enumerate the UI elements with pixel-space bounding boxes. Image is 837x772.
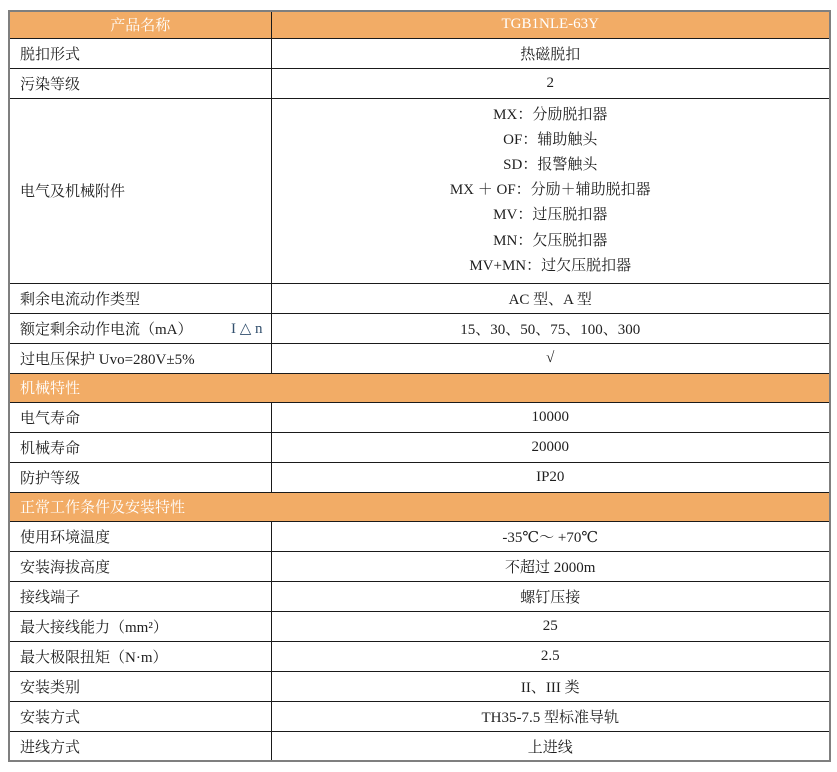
spec-value: TH35-7.5 型标准导轨 <box>271 701 830 731</box>
product-name-header: 产品名称 <box>9 11 271 38</box>
spec-label: 安装方式 <box>9 701 271 731</box>
spec-value: 上进线 <box>271 731 830 761</box>
spec-value-line: OF：辅助触头 <box>503 131 598 148</box>
table-row <box>9 402 830 432</box>
spec-value: 不超过 2000m <box>271 551 830 581</box>
spec-label: 脱扣形式 <box>9 38 271 68</box>
spec-value: 2 <box>271 68 830 98</box>
spec-value-line: MV+MN：过欠压脱扣器 <box>469 257 632 274</box>
spec-value-line: MV：过压脱扣器 <box>493 207 608 224</box>
spec-value: 10000 <box>271 402 830 432</box>
spec-label: 安装海拔高度 <box>9 551 271 581</box>
table-row <box>9 671 830 701</box>
spec-label: 安装类别 <box>9 671 271 701</box>
spec-label: 防护等级 <box>9 462 271 492</box>
spec-value: 15、30、50、75、100、300 <box>271 313 830 343</box>
spec-label: 进线方式 <box>9 731 271 761</box>
table-row <box>9 462 830 492</box>
spec-label: 剩余电流动作类型 <box>9 283 271 313</box>
table-row <box>9 38 830 68</box>
spec-label-text: 额定剩余动作电流（mA） <box>20 321 193 338</box>
spec-value: AC 型、A 型 <box>271 283 830 313</box>
section-header-row <box>9 492 830 521</box>
table-row <box>9 68 830 98</box>
spec-label: 最大接线能力（mm²） <box>9 611 271 641</box>
spec-label-symbol: I △ n <box>230 320 263 337</box>
table-row <box>9 313 830 343</box>
spec-label: 过电压保护 Uvo=280V±5% <box>9 343 271 373</box>
product-spec-table <box>8 10 831 762</box>
spec-value: 20000 <box>271 432 830 462</box>
table-row <box>9 521 830 551</box>
table-row <box>9 701 830 731</box>
spec-value: 热磁脱扣 <box>271 38 830 68</box>
spec-value <box>271 98 830 283</box>
table-row <box>9 98 830 283</box>
spec-value: -35℃～ +70℃ <box>271 521 830 551</box>
spec-label: 接线端子 <box>9 581 271 611</box>
spec-label <box>9 313 271 343</box>
table-row <box>9 581 830 611</box>
spec-value-line: MX：分励脱扣器 <box>493 106 608 123</box>
spec-label: 电气及机械附件 <box>9 98 271 283</box>
table-row <box>9 283 830 313</box>
spec-value-line: SD：报警触头 <box>503 156 598 173</box>
spec-label: 电气寿命 <box>9 402 271 432</box>
spec-value: 25 <box>271 611 830 641</box>
spec-label: 机械寿命 <box>9 432 271 462</box>
spec-label: 使用环境温度 <box>9 521 271 551</box>
spec-rows <box>9 38 830 761</box>
table-header-row <box>9 11 830 38</box>
spec-value: 螺钉压接 <box>271 581 830 611</box>
table-row <box>9 641 830 671</box>
section-header-row <box>9 373 830 402</box>
spec-value-line: MN：欠压脱扣器 <box>493 232 608 249</box>
spec-value: 2.5 <box>271 641 830 671</box>
spec-value: IP20 <box>271 462 830 492</box>
product-model-header: TGB1NLE-63Y <box>271 11 830 38</box>
table-row <box>9 551 830 581</box>
section-title: 正常工作条件及安装特性 <box>9 492 830 521</box>
table-row <box>9 731 830 761</box>
table-row <box>9 343 830 373</box>
table-row <box>9 611 830 641</box>
spec-value-line: MX ＋ OF：分励＋辅助脱扣器 <box>449 182 651 199</box>
table-row <box>9 432 830 462</box>
spec-value: II、III 类 <box>271 671 830 701</box>
section-title: 机械特性 <box>9 373 830 402</box>
spec-label: 最大极限扭矩（N·m） <box>9 641 271 671</box>
spec-value: √ <box>271 343 830 373</box>
spec-label: 污染等级 <box>9 68 271 98</box>
